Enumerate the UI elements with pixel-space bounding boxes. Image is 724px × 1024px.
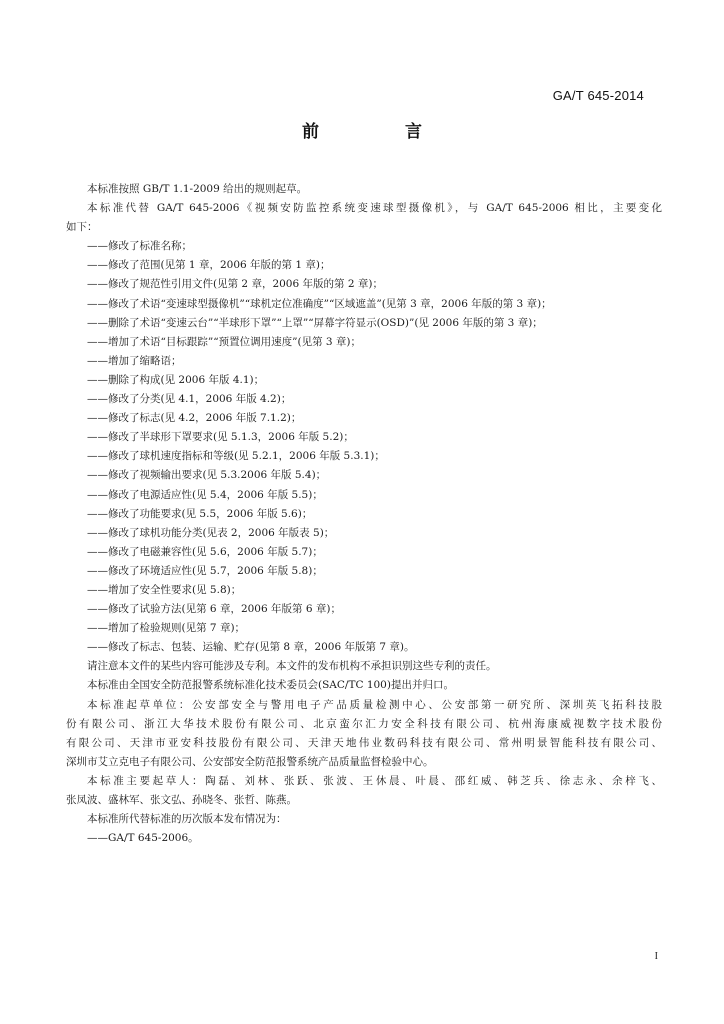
list-item: ——删除了构成(见 2006 年版 4.1)； bbox=[87, 373, 265, 386]
list-item: ——修改了球机速度指标和等级(见 5.2.1，2006 年版 5.3.1)； bbox=[87, 450, 385, 463]
drafters-line-1: 本标准主要起草人：陶磊、刘林、张跃、张波、王休晨、叶晨、邵红威、韩芝兵、徐志永、余梓飞、 bbox=[87, 774, 662, 787]
list-item: ——GA/T 645-2006。 bbox=[87, 832, 199, 845]
intro-paragraph-2 bbox=[66, 199, 662, 237]
list-item: ——修改了电磁兼容性(见 5.6，2006 年版 5.7)； bbox=[87, 545, 323, 558]
list-item: ——修改了视频输出要求(见 5.3.2006 年版 5.4)； bbox=[87, 469, 327, 482]
intro-paragraph-1: 本标准按照 GB/T 1.1-2009 给出的规则起草。 bbox=[87, 183, 308, 195]
drafters-line-2: 张凤波、盛林军、张文弘、孙晓冬、张哲、陈燕。 bbox=[66, 794, 297, 806]
drafting-units-line-2: 份有限公司、浙江大华技术股份有限公司、北京蛮尔汇力安全科技有限公司、杭州海康威视数字技术股份 bbox=[66, 717, 662, 730]
page-number: I bbox=[654, 951, 658, 962]
intro-paragraph-2-line-2: 如下： bbox=[66, 221, 98, 234]
list-item: ——修改了标志(见 4.2，2006 年版 7.1.2)； bbox=[87, 412, 302, 425]
list-item: ——修改了术语“变速球型摄像机”“球机定位准确度”“区域遮盖”(见第 3 章，2006 年版的第 3 章)； bbox=[87, 297, 552, 310]
list-item: ——增加了术语“目标跟踪”“预置位调用速度”(见第 3 章)； bbox=[87, 335, 362, 348]
history-list bbox=[66, 829, 662, 848]
drafting-units-line-3: 有限公司、天津市亚安科技股份有限公司、天津天地伟业数码科技有限公司、常州明景智能科技有限公司、 bbox=[66, 736, 662, 749]
drafting-units bbox=[66, 696, 662, 772]
list-item: ——增加了安全性要求(见 5.8)； bbox=[87, 583, 242, 596]
proposed-by: 本标准由全国安全防范报警系统标准化技术委员会(SAC/TC 100)提出并归口。 bbox=[87, 679, 454, 692]
list-item: ——增加了缩略语； bbox=[87, 354, 182, 367]
list-item: ——修改了环境适应性(见 5.7，2006 年版 5.8)； bbox=[87, 564, 323, 577]
drafting-units-line-4: 深圳市艾立克电子有限公司、公安部安全防范报警系统产品质量监督检验中心。 bbox=[66, 755, 434, 768]
list-item: ——修改了标准名称； bbox=[87, 240, 192, 253]
list-item: ——修改了功能要求(见 5.5，2006 年版 5.6)； bbox=[87, 507, 313, 520]
changes-list bbox=[66, 237, 662, 657]
list-item: ——修改了标志、包装、运输、贮存(见第 8 章，2006 年版第 7 章)。 bbox=[87, 641, 415, 654]
list-item: ——修改了试验方法(见第 6 章，2006 年版第 6 章)； bbox=[87, 603, 341, 616]
intro-paragraph-2-line-1: 本标准代替 GA/T 645-2006《视频安防监控系统变速球型摄像机》，与 GA/T 645-2006 相比，主要变化 bbox=[87, 202, 662, 215]
list-item: ——修改了半球形下罩要求(见 5.1.3，2006 年版 5.2)； bbox=[87, 431, 354, 444]
document-code: GA/T 645-2014 bbox=[552, 88, 644, 103]
drafters bbox=[66, 772, 662, 810]
list-item: ——修改了规范性引用文件(见第 2 章，2006 年版的第 2 章)； bbox=[87, 278, 383, 291]
foreword-body bbox=[66, 180, 662, 848]
list-item: ——修改了范围(见第 1 章，2006 年版的第 1 章)； bbox=[87, 259, 331, 272]
list-item: ——修改了球机功能分类(见表 2，2006 年版表 5)； bbox=[87, 526, 335, 539]
history-intro: 本标准所代替标准的历次版本发布情况为： bbox=[87, 813, 287, 826]
list-item: ——删除了术语“变速云台”“半球形下罩”“上罩”“屏幕字符显示(OSD)”(见 2006 年版的第 3 章)； bbox=[87, 316, 543, 329]
patent-notice: 请注意本文件的某些内容可能涉及专利。本文件的发布机构不承担识别这些专利的责任。 bbox=[87, 660, 497, 673]
drafting-units-line-1: 本标准起草单位：公安部安全与警用电子产品质量检测中心、公安部第一研究所、深圳英飞拓科技股 bbox=[87, 698, 662, 711]
list-item: ——修改了电源适应性(见 5.4，2006 年版 5.5)； bbox=[87, 488, 323, 501]
page-title: 前 言 bbox=[302, 122, 462, 142]
list-item: ——修改了分类(见 4.1，2006 年版 4.2)； bbox=[87, 393, 292, 406]
list-item: ——增加了检验规则(见第 7 章)； bbox=[87, 622, 246, 635]
